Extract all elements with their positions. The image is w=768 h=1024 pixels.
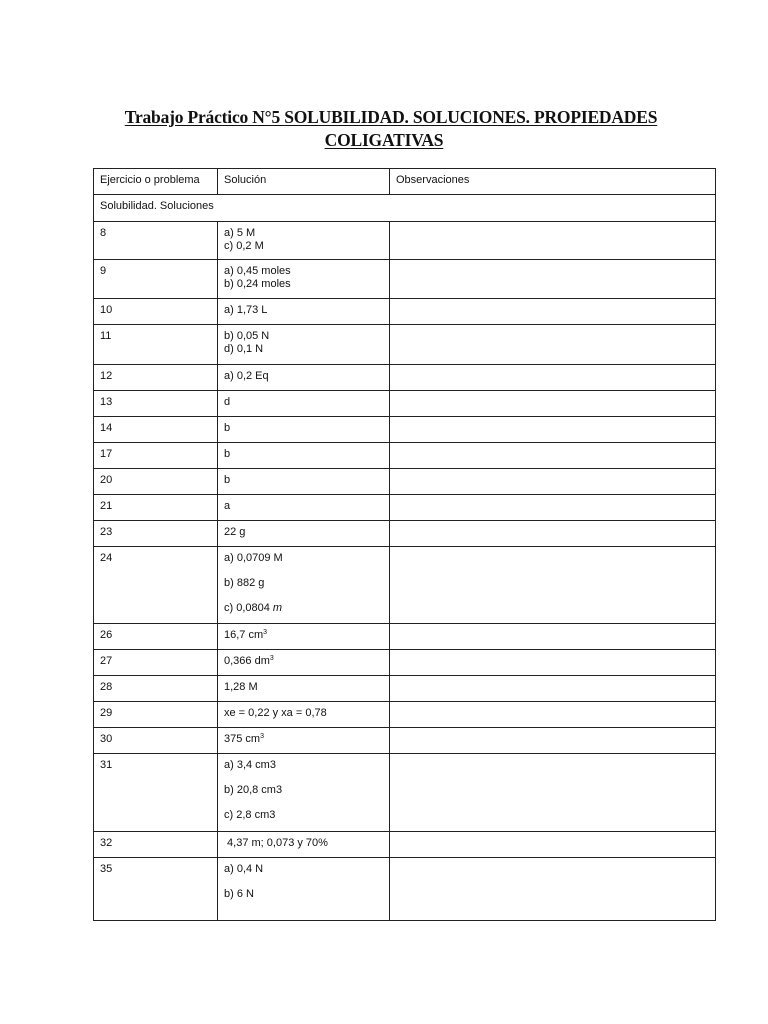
solution-text: a) 0,45 moles [224,265,291,277]
solution-cell [218,222,390,260]
exercise-number: 14 [94,417,218,443]
exercise-number: 8 [94,222,218,260]
solution-cell [218,417,390,443]
solution-cell [218,299,390,325]
section-label: Solubilidad. Soluciones [94,195,716,222]
observations-cell [390,547,716,624]
solution-cell [218,521,390,547]
exercise-number: 9 [94,260,218,299]
solution-cell [218,260,390,299]
table-row [94,417,716,443]
header-exercise: Ejercicio o problema [94,169,218,195]
solution-line [224,681,383,694]
title-line-2: COLIGATIVAS [324,130,444,150]
exercise-number: 17 [94,443,218,469]
solution-text: xe = 0,22 y xa = 0,78 [224,707,327,719]
molality-unit: m [272,602,283,614]
unit-exponent: 3 [269,655,274,662]
solution-line [224,330,383,343]
table-row [94,299,716,325]
solution-text: a) 5 M [224,227,256,239]
unit-exponent: 3 [263,629,268,636]
observations-cell [390,299,716,325]
solution-text: 375 cm [224,733,261,745]
observations-cell [390,260,716,299]
table-row [94,702,716,728]
exercise-number: 12 [94,365,218,391]
table-row [94,547,716,624]
observations-cell [390,391,716,417]
solution-text: a [224,500,231,512]
exercise-number: 35 [94,858,218,921]
solution-cell [218,858,390,921]
solution-line [224,733,383,746]
solution-text: c) 0,2 M [224,240,264,252]
exercise-number: 23 [94,521,218,547]
observations-cell [390,624,716,650]
table-row [94,391,716,417]
solution-text: c) 2,8 cm3 [224,809,276,821]
solution-line [224,422,383,435]
observations-cell [390,676,716,702]
solution-cell [218,728,390,754]
table-row [94,754,716,832]
exercise-number: 30 [94,728,218,754]
solution-line [224,837,383,850]
exercise-number: 21 [94,495,218,521]
solution-text: 4,37 m; 0,073 y 70% [224,837,328,849]
observations-cell [390,754,716,832]
table-row [94,858,716,921]
table-row [94,495,716,521]
observations-cell [390,832,716,858]
solution-text: 22 g [224,526,246,538]
solution-cell [218,676,390,702]
solution-line [224,278,383,291]
solution-text: b) 882 g [224,577,265,589]
document-title [0,106,768,152]
exercise-number: 29 [94,702,218,728]
solution-text: b) 6 N [224,888,254,900]
exercise-number: 26 [94,624,218,650]
observations-cell [390,417,716,443]
table-row [94,365,716,391]
solution-line [224,809,383,822]
solution-line [224,227,383,240]
observations-cell [390,365,716,391]
observations-cell [390,325,716,365]
solution-line [224,888,383,901]
solution-line [224,602,383,615]
solution-line [224,552,383,565]
table-row [94,832,716,858]
exercise-number: 24 [94,547,218,624]
solution-cell [218,624,390,650]
solution-cell [218,650,390,676]
table-row [94,676,716,702]
solution-text: d) 0,1 N [224,343,264,355]
exercise-number: 28 [94,676,218,702]
observations-cell [390,650,716,676]
solution-cell [218,443,390,469]
solution-line [224,474,383,487]
solution-cell [218,495,390,521]
solution-line [224,577,383,590]
table-row [94,260,716,299]
exercise-number: 31 [94,754,218,832]
solution-cell [218,754,390,832]
solution-line [224,784,383,797]
solution-text: b) 0,24 moles [224,278,291,290]
exercise-number: 20 [94,469,218,495]
solution-line [224,629,383,642]
solution-text: 1,28 M [224,681,258,693]
solution-text: b [224,448,231,460]
table-row [94,325,716,365]
solution-line [224,500,383,513]
solution-text: b) 20,8 cm3 [224,784,283,796]
table-row [94,443,716,469]
solution-line [224,863,383,876]
observations-cell [390,495,716,521]
solution-line [224,526,383,539]
solution-cell [218,391,390,417]
table-row [94,521,716,547]
solution-text: b) 0,05 N [224,330,270,342]
observations-cell [390,858,716,921]
unit-exponent: 3 [260,733,264,740]
solution-text: a) 0,2 Eq [224,370,269,382]
solution-line [224,265,383,278]
solution-text: a) 0,4 N [224,863,264,875]
solution-line [224,304,383,317]
observations-cell [390,469,716,495]
solution-line [224,240,383,253]
header-row [94,169,716,195]
table-row [94,650,716,676]
header-observations: Observaciones [390,169,716,195]
solution-text: a) 1,73 L [224,304,268,316]
solution-line [224,655,383,668]
solution-text: c) 0,0804 [224,602,273,614]
title-line-1: Trabajo Práctico N°5 SOLUBILIDAD. SOLUCIONES. PROPIEDADES [124,107,658,127]
table-row [94,624,716,650]
observations-cell [390,728,716,754]
table-row [94,728,716,754]
solution-cell [218,547,390,624]
solution-text: b [224,422,231,434]
exercise-number: 27 [94,650,218,676]
solution-cell [218,365,390,391]
exercise-number: 13 [94,391,218,417]
solution-text: d [224,396,231,408]
solution-cell [218,702,390,728]
observations-cell [390,222,716,260]
solution-text: a) 0,0709 M [224,552,283,564]
solution-text: b [224,474,231,486]
solution-line [224,448,383,461]
solutions-table [93,168,716,921]
observations-cell [390,521,716,547]
solution-line [224,396,383,409]
observations-cell [390,443,716,469]
table-row [94,469,716,495]
table-row [94,222,716,260]
solution-line [224,343,383,356]
observations-cell [390,702,716,728]
solution-cell [218,832,390,858]
solution-line [224,759,383,772]
solution-line [224,370,383,383]
exercise-number: 32 [94,832,218,858]
header-solution: Solución [218,169,390,195]
solution-cell [218,325,390,365]
solution-text: a) 3,4 cm3 [224,759,276,771]
section-row [94,195,716,222]
exercise-number: 11 [94,325,218,365]
solution-text: 16,7 cm [224,629,264,641]
solution-line [224,707,383,720]
solution-text: 0,366 dm [224,655,270,667]
exercise-number: 10 [94,299,218,325]
solution-cell [218,469,390,495]
